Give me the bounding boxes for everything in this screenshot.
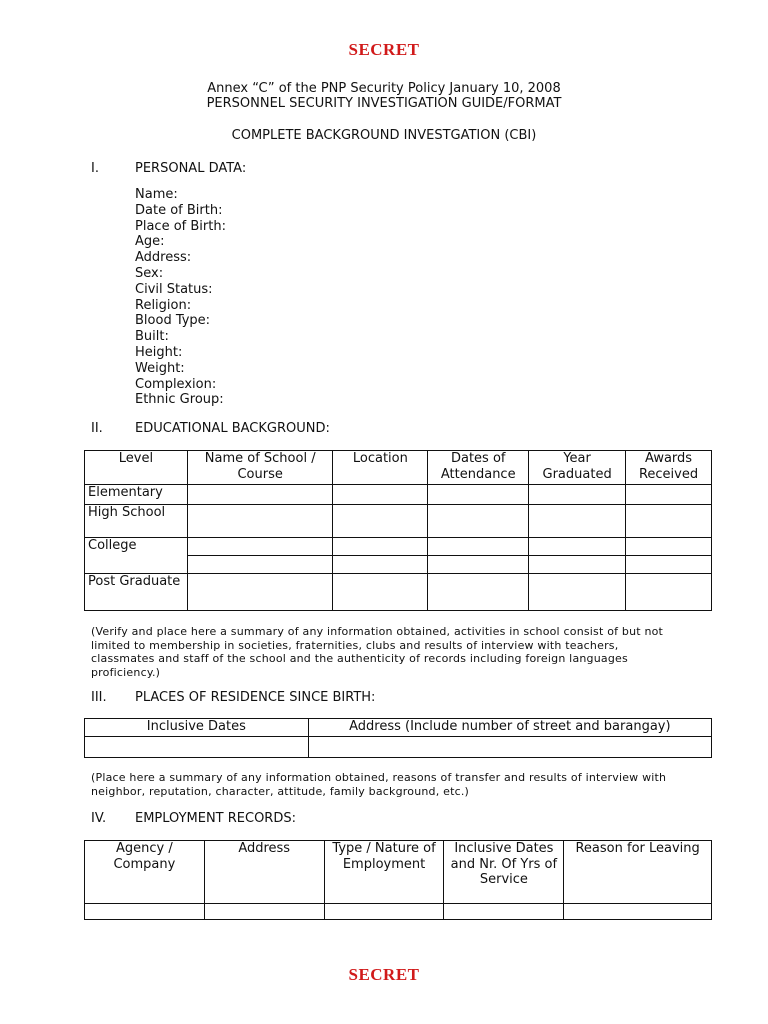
field-label: Age:: [135, 234, 165, 250]
column-header: Year Graduated: [529, 451, 626, 485]
column-header: Dates of Attendance: [428, 451, 529, 485]
section-number: IV.: [91, 811, 107, 826]
table-cell[interactable]: [333, 556, 428, 574]
table-cell[interactable]: [324, 904, 444, 920]
table-cell[interactable]: [444, 904, 564, 920]
table-cell[interactable]: [333, 485, 428, 505]
column-header: Reason for Leaving: [564, 841, 712, 904]
column-header: Type / Nature of Employment: [324, 841, 444, 904]
table-cell[interactable]: [529, 556, 626, 574]
section-title: PLACES OF RESIDENCE SINCE BIRTH:: [135, 690, 376, 705]
table-cell[interactable]: [529, 538, 626, 556]
table-cell[interactable]: [626, 556, 712, 574]
table-cell[interactable]: [529, 485, 626, 505]
table-cell[interactable]: [428, 556, 529, 574]
residence-note: (Place here a summary of any information obtained, reasons of transfer and results of interview with neighbor, reputation, character, attitude, family background, etc.): [91, 771, 667, 798]
section-title: PERSONAL DATA:: [135, 161, 247, 176]
section-title: EMPLOYMENT RECORDS:: [135, 811, 296, 826]
column-header: Inclusive Dates and Nr. Of Yrs of Service: [444, 841, 564, 904]
section-number: I.: [91, 161, 99, 176]
table-cell[interactable]: [333, 538, 428, 556]
table-cell[interactable]: [187, 485, 333, 505]
table-cell[interactable]: [187, 556, 333, 574]
employment-table: [84, 840, 712, 920]
table-cell[interactable]: [529, 574, 626, 611]
table-cell[interactable]: [626, 574, 712, 611]
table-cell[interactable]: [564, 904, 712, 920]
table-row: [85, 538, 712, 556]
classification-label-top: SECRET: [348, 40, 420, 59]
level-label: College: [85, 538, 188, 574]
form-title: PERSONNEL SECURITY INVESTIGATION GUIDE/FORMAT: [206, 96, 562, 111]
table-row: [85, 505, 712, 538]
field-label: Height:: [135, 344, 183, 360]
column-header: Awards Received: [626, 451, 712, 485]
column-header: Address (Include number of street and barangay): [308, 719, 711, 737]
field-label: Blood Type:: [135, 313, 211, 329]
table-cell[interactable]: [428, 574, 529, 611]
table-row: [85, 574, 712, 611]
column-header: Inclusive Dates: [85, 719, 309, 737]
field-label: Name:: [135, 187, 178, 202]
field-label: Civil Status:: [135, 281, 213, 297]
table-cell[interactable]: [626, 505, 712, 538]
field-label: Built:: [135, 329, 169, 345]
field-label: Religion:: [135, 297, 192, 313]
table-cell[interactable]: [85, 904, 205, 920]
table-row: [85, 737, 712, 758]
table-cell[interactable]: [626, 538, 712, 556]
table-cell[interactable]: [428, 485, 529, 505]
education-note: (Verify and place here a summary of any information obtained, activities in school consist of but not limited to membership in societies, fraternities, clubs and results of interview with teachers, classmates and staff of the school and the authenticity of records including foreign languages proficiency.): [91, 625, 664, 679]
table-cell[interactable]: [85, 737, 309, 758]
level-label: High School: [85, 505, 188, 538]
section-number: III.: [91, 690, 107, 705]
annex-line: Annex “C” of the PNP Security Policy January 10, 2008: [207, 81, 561, 96]
column-header: Location: [333, 451, 428, 485]
field-label: Address:: [135, 250, 192, 266]
level-label: Elementary: [85, 485, 188, 505]
table-cell[interactable]: [308, 737, 711, 758]
column-header: Address: [204, 841, 324, 904]
table-cell[interactable]: [187, 538, 333, 556]
education-table: [84, 450, 712, 611]
section-number: II.: [91, 421, 103, 436]
table-cell[interactable]: [529, 505, 626, 538]
table-cell[interactable]: [626, 485, 712, 505]
field-label: Complexion:: [135, 376, 217, 392]
residence-table: [84, 718, 712, 758]
personal-data-fields: [135, 187, 226, 408]
field-label: Place of Birth:: [135, 218, 226, 234]
table-cell[interactable]: [187, 505, 333, 538]
table-cell[interactable]: [428, 505, 529, 538]
field-label: Sex:: [135, 265, 164, 281]
table-cell[interactable]: [204, 904, 324, 920]
table-header-row: [85, 451, 712, 485]
table-cell[interactable]: [428, 538, 529, 556]
level-label: Post Graduate: [85, 574, 188, 611]
column-header: Name of School / Course: [187, 451, 333, 485]
column-header: Level: [85, 451, 188, 485]
table-cell[interactable]: [333, 574, 428, 611]
table-row: [85, 485, 712, 505]
form-subtitle: COMPLETE BACKGROUND INVESTGATION (CBI): [231, 128, 537, 143]
field-label: Ethnic Group:: [135, 392, 224, 408]
table-header-row: [85, 719, 712, 737]
table-cell[interactable]: [333, 505, 428, 538]
table-header-row: [85, 841, 712, 904]
table-row: [85, 904, 712, 920]
table-cell[interactable]: [187, 574, 333, 611]
classification-label-bottom: SECRET: [348, 965, 420, 984]
field-label: Weight:: [135, 360, 185, 376]
column-header: Agency / Company: [85, 841, 205, 904]
section-title: EDUCATIONAL BACKGROUND:: [135, 421, 330, 436]
field-label: Date of Birth:: [135, 202, 223, 218]
